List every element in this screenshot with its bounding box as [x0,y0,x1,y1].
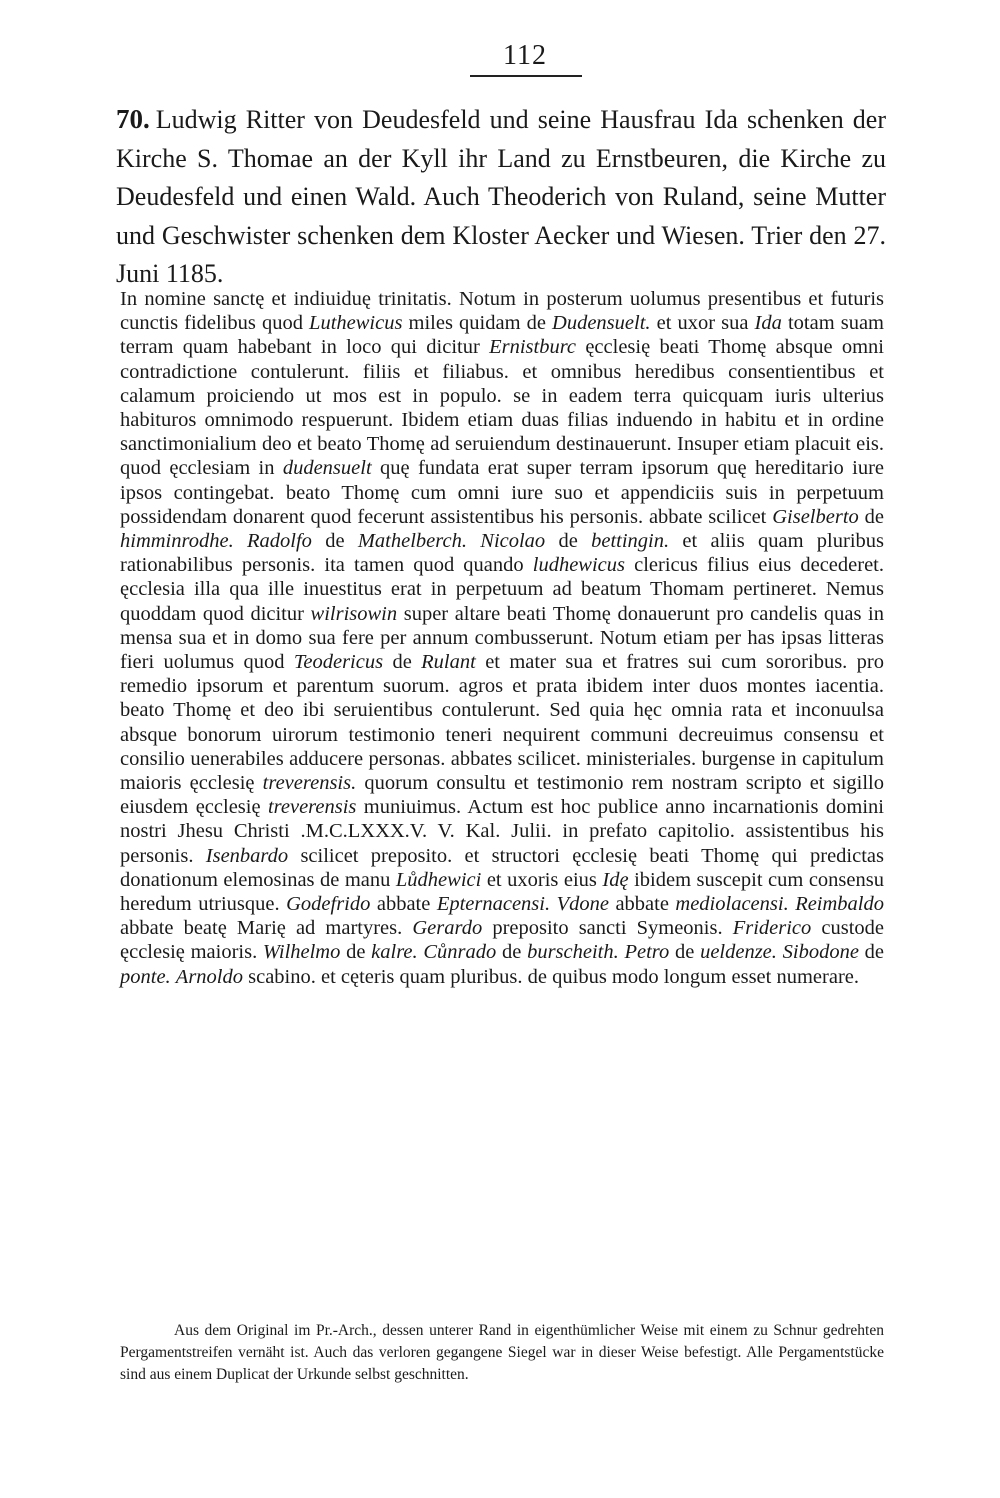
body-name: dudensuelt [282,457,372,480]
body-text-segment: In nomine sanctę et indiuiduę trinitatis. Notum in posterum uolumus presentibus et futuris cunctis fidelibus quod [120,288,884,335]
body-text-segment: de [545,530,592,553]
charter-body [120,287,884,989]
body-name: Mathelberch. [357,530,467,553]
body-name: Ida [754,312,782,335]
body-name: Lůdhewici [395,868,482,891]
body-text-segment: et uxoris eius [481,868,603,891]
body-name: Petro [624,941,670,964]
body-name: treverensis. [262,772,357,795]
body-name: ponte. [120,965,171,988]
body-name: Rulant [421,651,476,674]
body-name: ueldenze. [700,941,777,964]
body-name: Godefrido [286,893,371,916]
body-name: Wilhelmo [262,941,341,964]
body-text-segment: et aliis quam pluribus rationabilibus personis. ita tamen quod quando [120,530,885,577]
body-name: Nicolao [480,530,546,553]
body-name: Reimbaldo [795,893,885,916]
body-text-segment: abbate beatę Marię ad martyres. [120,917,413,940]
body-text-segment: abbate [608,893,676,916]
body-name: Isenbardo [205,844,289,867]
body-text-segment: quę fundata erat super terram ipsorum quę hereditario iure ipsos contingebat. beato Thomę cum omni iure suo et appendiciis suis in perpetuum possidendam donarent quod fecerunt assistentibus his personis. abbate scilicet [120,457,884,528]
source-footnote: Aus dem Original im Pr.-Arch., dessen unterer Rand in eigenthümlicher Weise mit einem zu Schnur gedrehten Pergamentstreifen vernäht ist. Auch das verloren gegangene Siegel war in dieser Weise befestigt. Alle Pergamentstücke sind aus einem Duplicat der Urkunde selbst geschnitten. [120,1322,884,1383]
charter-summary: Ludwig Ritter von Deudesfeld und seine Hausfrau Ida schenken der Kirche S. Thomae an der Kyll ihr Land zu Ernstbeuren, die Kirche zu Deudesfeld und einen Wald. Auch Theoderich von Ruland, seine Mutter und Geschwister schenken dem Kloster Aecker und Wiesen. Trier den 27. Juni 1185. [116,105,886,288]
body-text-segment: de [858,941,885,964]
body-name: Idę [602,868,629,891]
body-text-segment: de [858,505,884,528]
body-name: Epternacensi. [436,893,551,916]
body-name: Friderico [732,917,812,940]
page-number-rule [470,75,582,77]
body-name: Vdone [556,893,609,916]
body-text-segment: clericus filius eius decederet. ęcclesia illa qua ille inuestitus erat in perpetuum ad beatum Thomam pertineret. Nemus quoddam quod dicitur [120,554,884,625]
body-name: Sibodone [782,941,859,964]
body-name: Dudensuelt. [552,312,651,335]
body-text-segment: preposito sancti Symeonis. [482,917,733,940]
body-name: mediolacensi. [675,893,789,916]
body-name: wilrisowin [310,602,398,625]
body-name: Radolfo [247,530,312,553]
body-name: Giselberto [772,505,859,528]
body-name: ludhewicus [532,554,626,577]
body-text-segment: custode ęcclesię maioris. [120,917,884,964]
body-text-segment: muniuimus. Actum est hoc publice anno incarnationis domini nostri Jhesu Christi .M.C.LXXX.V. V. Kal. Julii. in prefato capitolio. assistentibus his personis. [120,796,885,867]
body-name: bettingin. [591,530,670,553]
body-name: Teodericus [293,651,384,674]
body-text-segment: scilicet preposito. et structori ęcclesię beati Thomę qui predictas donationum elemosinas de manu [120,844,884,891]
body-text-segment: de [311,530,358,553]
body-text-segment: abbate [370,893,437,916]
body-name: himminrodhe. [120,530,234,553]
body-text-segment: totam suam terram quam habebant in loco qui dicitur [120,312,884,359]
body-text-segment: ibidem suscepit cum consensu heredum utriusque. [120,868,884,916]
body-text-segment: de [383,651,422,674]
body-text-segment: de [669,941,701,964]
body-text-segment [467,530,480,552]
body-name: Cůnrado [423,941,497,964]
body-text-segment [234,530,247,552]
body-text-segment: ęcclesię beati Thomę absque omni contradictione contulerunt. filiis et filiabus. et omnibus heredibus consentientibus et calamum proiciendo ut mos est in populo. se in eadem terra quicquam iuris ulterius habituros omnimodo respuerunt. Ibidem etiam duas filias induendo in habitu et in ordine sanctimonialium deo et beato Thomę ad seruiendum destinauerunt. Insuper etiam placuit eis. quod ęcclesiam in [120,336,885,480]
charter-number: 70. [116,104,150,134]
body-name: burscheith. [527,941,619,964]
body-text-segment: de [496,941,528,964]
body-name: Luthewicus [309,312,403,335]
body-text-segment: de [340,941,372,964]
body-text-segment: super altare beati Thomę donauerunt pro candelis quas in mensa sua et in domo sua fere per annum combusserunt. Notum etiam per has ipsas litteras fieri uolumus quod [120,602,885,674]
body-name: Gerardo [412,917,483,940]
body-text-segment: et mater sua et fratres sui cum sororibus. pro remedio ipsorum et parentum suorum. agros et prata ibidem inter duos montes iacentia. beato Thomę et deo ibi seruientibus contulerunt. Sed quia hęc omnia rata et inconuulsa absque bonorum uirorum testimonio teneri nequirent communi decreuimus consensu et consilio uenerabiles adducere personas. abbates scilicet. ministeriales. burgense in capitulum maioris ęcclesię [120,651,884,795]
charter-heading [116,100,886,294]
body-text-segment: et uxor sua [650,312,755,335]
body-text-segment: scabino. et cęteris quam pluribus. de quibus modo longum esset numerare. [243,965,860,988]
page-number: 112 [503,40,547,71]
body-name: treverensis [267,796,357,819]
body-name: kalre. [371,941,418,964]
body-text-segment: miles quidam de [402,312,553,335]
body-name: Arnoldo [175,965,243,988]
body-name: Ernistburc [489,336,577,359]
body-text-segment: quorum consultu et testimonio rem nostram scripto et sigillo eiusdem ęcclesię [120,772,884,819]
